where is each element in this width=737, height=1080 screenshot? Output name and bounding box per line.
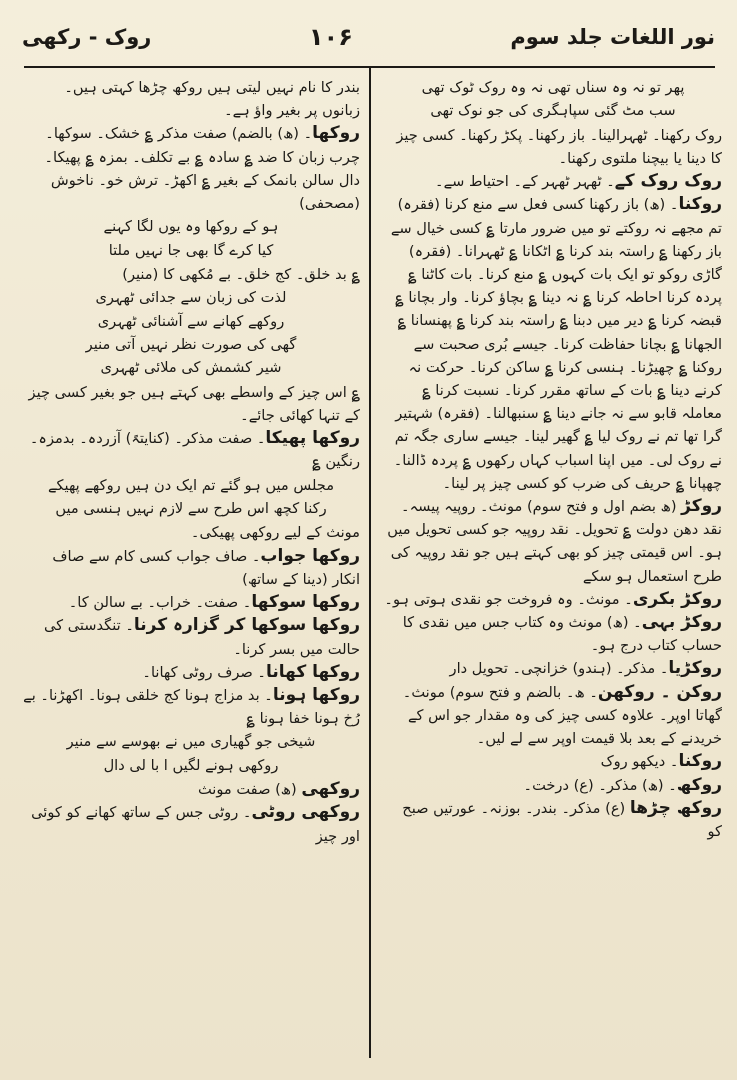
entry-definition: ۔ دیکھو روک [600, 753, 679, 771]
dictionary-entry [22, 614, 360, 660]
entry-definition: (ھ) صفت مونث [197, 781, 302, 799]
entry-headword: روکھا پھیکا [265, 428, 360, 449]
entry-headword: روکھا کھانا [265, 661, 360, 682]
entry-headword: روکھا سوکھا [251, 592, 360, 613]
dictionary-entry [384, 681, 722, 751]
entry-headword: روکنا [678, 194, 722, 215]
left-column [22, 76, 360, 848]
entry-definition: ۔ تنگدستی کی حالت میں بسر کرنا۔ [43, 617, 360, 658]
entry-headword: روکھا ہونا [272, 684, 360, 705]
dictionary-entry [22, 778, 360, 801]
entry-text: ؏ اس چیز کے واسطے بھی کہتے ہیں جو بغیر کسی چیز کے تنہا کھائی جائے۔ [28, 383, 360, 425]
entry-text: روک رکھنا۔ ٹھہرالینا۔ باز رکھنا۔ پکڑ رکھنا۔ کسی چیز کا دینا یا بیچنا ملتوی رکھنا۔ [396, 126, 722, 168]
entry-headword: روکن ۔ روکھن [597, 681, 722, 702]
entry-definition: ۔ مذکر۔ (ہندو) خزانچی۔ تحویل دار [449, 660, 669, 678]
dictionary-entry [22, 801, 360, 847]
dictionary-entry [384, 495, 722, 588]
dictionary-entry [22, 122, 360, 215]
verse-line: کیا کرے گا بھی جا نہیں ملتا [108, 241, 274, 259]
entry-headword: روکھی [301, 779, 360, 800]
entry-headword: روکڑ بہی [641, 612, 722, 633]
verse-line: سب مٹ گئی سپاہگری کی جو نوک تھی [430, 102, 676, 120]
entry-definition: (ھ بضم اول و فتح سوم) مونث۔ روپیہ پیسہ۔ نقد دھن دولت ؏ تحویل۔ نقد روپیہ جو کسی تحویل میں ہو۔ اس قیمتی چیز کو بھی کہتے ہیں جو نقد روپیہ کی طرح استعمال ہو سکے [387, 498, 722, 585]
header-title: نور اللغات جلد سوم [510, 25, 715, 49]
verse-line: لذت کی زبان سے جدائی ٹھہری [95, 289, 287, 307]
verse-line: شیر کشمش کی ملائی ٹھہری [100, 359, 282, 377]
page-header [22, 14, 715, 60]
dictionary-entry [384, 193, 722, 495]
entry-definition: (ع) مذکر۔ بندر۔ بوزنہ۔ عورتیں صبح کو [402, 799, 722, 840]
entry-definition: ۔ (ھ) باز رکھنا کسی فعل سے منع کرنا (فقرہ) تم مجھے نہ روکتے تو میں ضرور مارتا ؏ کسی خیال سے باز رکھنا ؏ راستہ بند کرنا ؏ اٹکانا ؏ ٹھہرانا۔ (فقرہ) گاڑی روکو تو ایک بات کہوں ؏ منع کرنا۔ بات کاٹنا ؏ پردہ کرنا احاطہ کرنا ؏ نہ دینا ؏ بچاؤ کرنا۔ وار بچانا ؏ قبضہ کرنا ؏ دیر میں دبنا ؏ راستہ بند کرنا ؏ پھنسانا ؏ الجھانا ؏ بچانا حفاظت کرنا۔ جیسے بُری صحبت سے روکنا ؏ چھیڑنا۔ ہنسی کرنا ؏ ساکن کرنا۔ حرکت نہ کرنے دینا ؏ بات کے ساتھ مقرر کرنا۔ نسبت کرنا ؏ معاملہ قابو سے نہ جانے دینا ؏ سنبھالنا۔ (فقرہ) شہتیر گرا تھا تم نے روک لیا ؏ گھیر لینا۔ جیسے ساری جگہ تم نے روک لی۔ میں اپنا اسباب کہاں رکھوں ؏ پردہ ڈالنا۔ چھپانا ؏ حریف کی ضرب کو کسی چیز پر لینا۔ [390, 196, 722, 492]
page-number: ۱۰۶ [308, 23, 353, 51]
verse-line: ہو کے روکھا وہ یوں لگا کہنے [103, 218, 279, 236]
dictionary-entry [22, 661, 360, 684]
dictionary-entry [22, 591, 360, 614]
entry-headword: روکڑ بکری [632, 588, 722, 609]
entry-text: ؏ بد خلق۔ کج خلق۔ بے مُکھی کا (منیر) [122, 266, 360, 284]
entry-headword: روکھی روٹی [251, 802, 360, 823]
entry-definition: ۔ صرف روٹی کھانا۔ [142, 663, 266, 681]
entry-headword: روکنا [678, 751, 722, 772]
entry-headword: روکڑ [681, 496, 722, 517]
verse-line: روکھی ہونے لگیں ا با لی دال [103, 756, 279, 774]
dictionary-entry [384, 774, 722, 797]
verse-line: پھر تو نہ وہ سناں تھی نہ وہ روک ٹوک تھی [421, 79, 685, 96]
entry-headword: روکھا سوکھا کر گزارہ کرنا [133, 615, 360, 636]
entry-definition: ۔ مونث۔ وہ فروخت جو نقدی ہوتی ہو۔ [384, 590, 633, 608]
entry-headword: روکھ چڑھا [629, 797, 722, 818]
entry-headword: روکڑیا [668, 658, 722, 679]
entry-definition: ۔ صفت۔ خراب۔ بے سالن کا۔ [68, 594, 252, 612]
entry-definition: ۔ صفت مذکر۔ (کنایتہً) آزردہ۔ بدمزہ۔ رنگین ؏ [29, 430, 360, 471]
entry-headword: روکھا جواب [260, 545, 360, 566]
entry-text: بندر کا نام نہیں لیتی ہیں روکھ چڑھا کہتی ہیں۔ زبانوں پر بغیر واؤ ہے۔ [64, 79, 360, 120]
entry-definition: ۔ بد مزاج ہونا کج خلقی ہونا۔ اکھڑنا۔ بے رُخ ہونا خفا ہونا ؏ [23, 686, 360, 728]
entry-definition: ۔ صاف جواب کسی کام سے صاف انکار (دینا کے ساتھ) [52, 547, 360, 588]
entry-definition: ۔ (ھ) بالضم) صفت مذکر ؏ خشک۔ سوکھا۔ چرب زبان کا ضد ؏ سادہ ؏ بے تکلف۔ بمزہ ؏ پھیکا۔ دال سالن بانمک کے بغیر ؏ اکھڑ۔ ترش خو۔ ناخوش (مصحفی) [44, 125, 360, 213]
entry-headword: روک روک کے [614, 171, 722, 192]
verse-line: روکھے کھانے سے آشنائی ٹھہری [97, 312, 285, 330]
right-column [384, 76, 722, 843]
verse-line: شیخی جو گھیاری میں نے بھوسے سے منیر [66, 733, 316, 751]
dictionary-entry [384, 611, 722, 657]
dictionary-entry [22, 545, 360, 591]
verse-line: مجلس میں ہو گئے تم ایک دن ہیں روکھے پھیکے [47, 476, 335, 494]
dictionary-entry [384, 797, 722, 843]
verse-line: رکنا کچھ اس طرح سے لازم نہیں ہنسی میں [55, 500, 327, 518]
entry-headword: روکھا [312, 123, 360, 144]
dictionary-entry [22, 427, 360, 473]
dictionary-entry [384, 588, 722, 611]
entry-text: مونث کے لیے روکھی پھیکی۔ [190, 524, 360, 542]
dictionary-entry [384, 170, 722, 193]
entry-definition: ۔ ٹھہر ٹھہر کے۔ احتیاط سے۔ [435, 173, 615, 191]
dictionary-entry [384, 750, 722, 773]
column-divider [369, 68, 371, 1058]
entry-definition: ۔ ھ۔ بالضم و فتح سوم) مونث۔ گھاتا اوپر۔ علاوہ کسی چیز کی وہ مقدار جو اس کے خریدنے کے بعد بلا قیمت اوپر سے لے لیں۔ [402, 683, 722, 748]
verse-line: گھی کی صورت نظر نہیں آتی منیر [85, 336, 297, 354]
entry-definition: ۔ (ھ) مونث وہ کتاب جس میں نقدی کا حساب کتاب درج ہو۔ [402, 614, 722, 655]
entry-definition: ۔ (ھ) مذکر۔ (ع) درخت۔ [523, 776, 677, 794]
entry-definition: ۔ روٹی جس کے ساتھ کھانے کو کوئی اور چیز [31, 804, 360, 845]
entry-headword: روکھ [676, 774, 722, 795]
dictionary-entry [22, 684, 360, 730]
dictionary-entry [384, 657, 722, 680]
header-range: روک - رکھی [22, 25, 152, 49]
